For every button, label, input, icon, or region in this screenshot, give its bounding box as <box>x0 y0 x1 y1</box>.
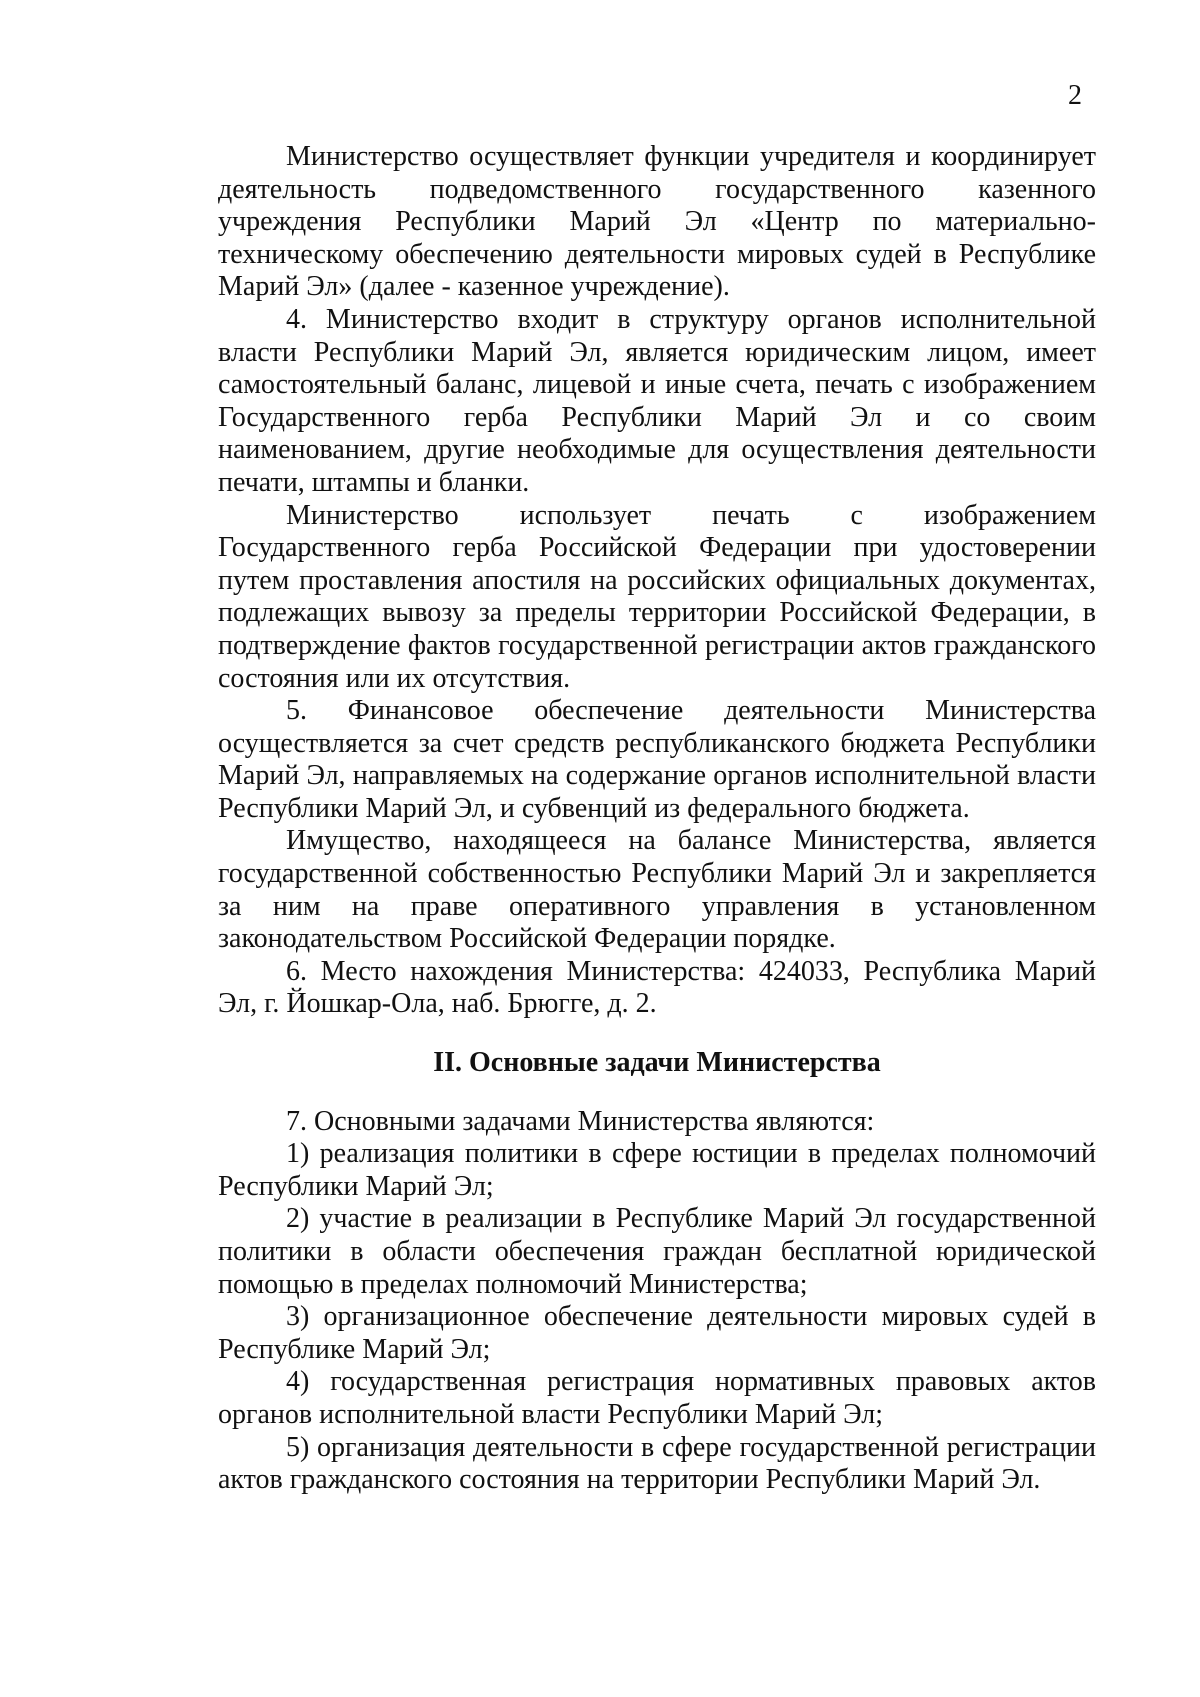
section-heading: II. Основные задачи Министерства <box>433 1047 881 1079</box>
paragraph-property: Имущество, находящееся на балансе Министерства, является государственной собственностью Республики Марий Эл и закрепляется за ним на праве оперативного управления в установленном законодательством Российской Федерации порядке. <box>218 825 1096 955</box>
document-body <box>218 141 1096 1497</box>
task-item-4: 4) государственная регистрация нормативных правовых актов органов исполнительной власти Республики Марий Эл; <box>218 1366 1096 1430</box>
task-item-2: 2) участие в реализации в Республике Марий Эл государственной политики в области обеспечения граждан бесплатной юридической помощью в пределах полномочий Министерства; <box>218 1203 1096 1300</box>
paragraph-item-4-legal-status: 4. Министерство входит в структуру органов исполнительной власти Республики Марий Эл, является юридическим лицом, имеет самостоятельный баланс, лицевой и иные счета, печать с изображением Государственного герба Республики Марий Эл и со своим наименованием, другие необходимые для осуществления деятельности печати, штампы и бланки. <box>218 303 1096 498</box>
paragraph-apostille-seal: Министерство использует печать с изображением Государственного герба Российской Федерации при удостоверении путем проставления апостиля на российских официальных документах, подлежащих вывозу за пределы территории Российской Федерации, в подтверждение фактов государственной регистрации актов гражданского состояния или их отсутствия. <box>218 499 1096 694</box>
paragraph-item-7-tasks-intro: 7. Основными задачами Министерства являются: <box>286 1105 875 1137</box>
page-number: 2 <box>1068 80 1082 111</box>
paragraph-item-5-financing: 5. Финансовое обеспечение деятельности Министерства осуществляется за счет средств республиканского бюджета Республики Марий Эл, направляемых на содержание органов исполнительной власти Республики Марий Эл, и субвенций из федерального бюджета. <box>218 695 1096 824</box>
paragraph-founder-functions: Министерство осуществляет функции учредителя и координирует деятельность подведомственного государственного казенного учреждения Республики Марий Эл «Центр по материально-техническому обеспечению деятельности мировых судей в Республике Марий Эл» (далее - казенное учреждение). <box>218 141 1096 303</box>
task-item-5: 5) организация деятельности в сфере государственной регистрации актов гражданского состояния на территории Республики Марий Эл. <box>218 1431 1096 1496</box>
task-item-3: 3) организационное обеспечение деятельности мировых судей в Республике Марий Эл; <box>218 1301 1096 1365</box>
task-item-1: 1) реализация политики в сфере юстиции в пределах полномочий Республики Марий Эл; <box>218 1138 1096 1202</box>
paragraph-item-6-location: 6. Место нахождения Министерства: 424033, Республика Марий Эл, г. Йошкар-Ола, наб. Брюгге, д. 2. <box>218 955 1096 1020</box>
